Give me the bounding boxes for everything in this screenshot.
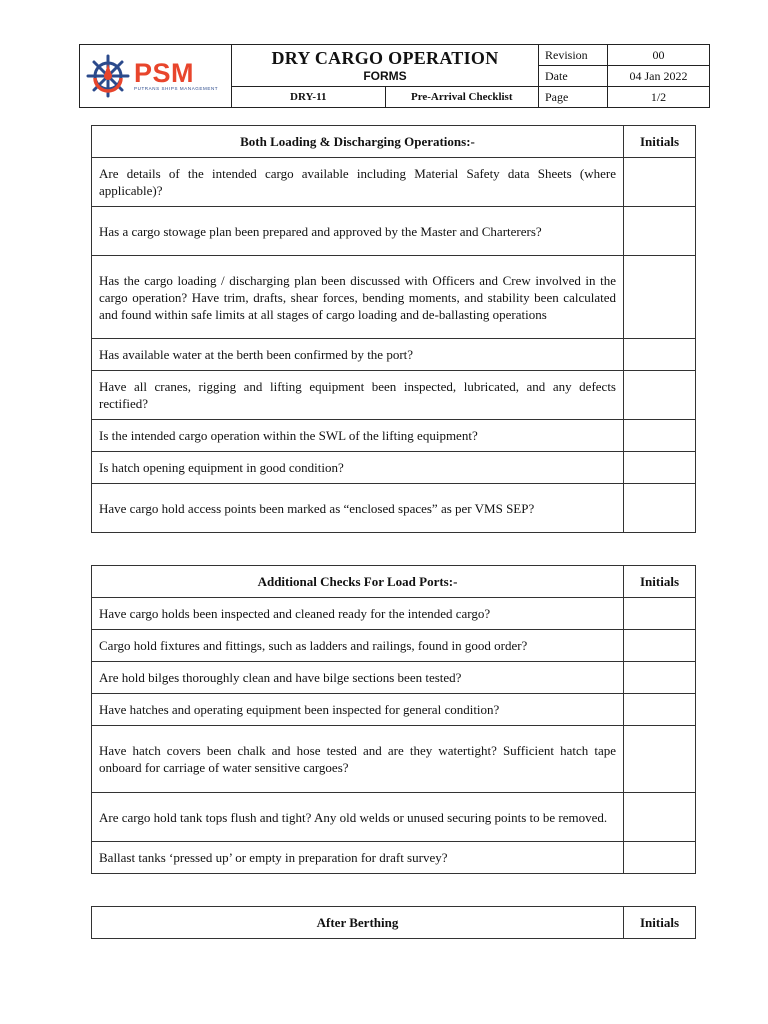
initials-field[interactable] xyxy=(624,630,696,662)
page-number: 1/2 xyxy=(608,87,710,108)
logo-wordmark: PSM xyxy=(134,58,195,88)
checklist-item: Are hold bilges thoroughly clean and have bilge sections been tested? xyxy=(92,662,624,694)
initials-field[interactable] xyxy=(624,726,696,793)
checklist-item: Are cargo hold tank tops flush and tight? Any old welds or unused securing points to be removed. xyxy=(92,793,624,842)
initials-field[interactable] xyxy=(624,371,696,420)
document-subtitle: FORMS xyxy=(363,68,407,83)
page-label: Page xyxy=(539,87,608,108)
ship-wheel-icon xyxy=(84,52,132,100)
initials-field[interactable] xyxy=(624,484,696,533)
checklist-item: Have cargo hold access points been marked as “enclosed spaces” as per VMS SEP? xyxy=(92,484,624,533)
checklist-item: Has a cargo stowage plan been prepared and approved by the Master and Charterers? xyxy=(92,207,624,256)
form-code: DRY-11 xyxy=(232,87,386,108)
section-heading: Additional Checks For Load Ports:- xyxy=(92,566,624,598)
section-heading: After Berthing xyxy=(92,907,624,939)
initials-header: Initials xyxy=(624,126,696,158)
section-heading: Both Loading & Discharging Operations:- xyxy=(92,126,624,158)
checklist-loading-discharging xyxy=(91,125,696,533)
checklist-item: Have cargo holds been inspected and cleaned ready for the intended cargo? xyxy=(92,598,624,630)
checklist-item: Has available water at the berth been confirmed by the port? xyxy=(92,339,624,371)
initials-header: Initials xyxy=(624,566,696,598)
form-header xyxy=(79,44,710,108)
revision-label: Revision xyxy=(539,45,608,66)
checklist-item: Cargo hold fixtures and fittings, such as ladders and railings, found in good order? xyxy=(92,630,624,662)
revision-value: 00 xyxy=(608,45,710,66)
initials-field[interactable] xyxy=(624,452,696,484)
checklist-load-ports xyxy=(91,565,696,874)
checklist-item: Ballast tanks ‘pressed up’ or empty in preparation for draft survey? xyxy=(92,842,624,874)
initials-field[interactable] xyxy=(624,662,696,694)
initials-field[interactable] xyxy=(624,793,696,842)
checklist-item: Have hatches and operating equipment been inspected for general condition? xyxy=(92,694,624,726)
checklist-item: Is the intended cargo operation within the SWL of the lifting equipment? xyxy=(92,420,624,452)
initials-field[interactable] xyxy=(624,598,696,630)
checklist-item: Have all cranes, rigging and lifting equipment been inspected, lubricated, and any defects rectified? xyxy=(92,371,624,420)
checklist-item: Are details of the intended cargo available including Material Safety data Sheets (where applicable)? xyxy=(92,158,624,207)
initials-field[interactable] xyxy=(624,207,696,256)
date-label: Date xyxy=(539,66,608,87)
initials-field[interactable] xyxy=(624,158,696,207)
initials-field[interactable] xyxy=(624,420,696,452)
logo-cell xyxy=(80,45,232,108)
form-name: Pre-Arrival Checklist xyxy=(385,87,539,108)
checklist-item: Is hatch opening equipment in good condition? xyxy=(92,452,624,484)
date-value: 04 Jan 2022 xyxy=(608,66,710,87)
logo-tagline: PUTRANS SHIPS MANAGEMENT xyxy=(134,86,219,91)
checklist-item: Have hatch covers been chalk and hose tested and are they watertight? Sufficient hatch tape onboard for carriage of water sensitive cargoes? xyxy=(92,726,624,793)
initials-field[interactable] xyxy=(624,842,696,874)
company-logo xyxy=(80,52,231,100)
checklist-item: Has the cargo loading / discharging plan been discussed with Officers and Crew involved in the cargo operation? Have trim, drafts, shear forces, bending moments, and stability been calculated and found within safe limits at all stages of cargo loading and de-ballasting operations xyxy=(92,256,624,339)
title-cell xyxy=(232,45,539,87)
initials-field[interactable] xyxy=(624,256,696,339)
checklist-after-berthing xyxy=(91,906,696,939)
initials-field[interactable] xyxy=(624,339,696,371)
document-title: DRY CARGO OPERATION xyxy=(271,47,499,68)
initials-field[interactable] xyxy=(624,694,696,726)
initials-header: Initials xyxy=(624,907,696,939)
